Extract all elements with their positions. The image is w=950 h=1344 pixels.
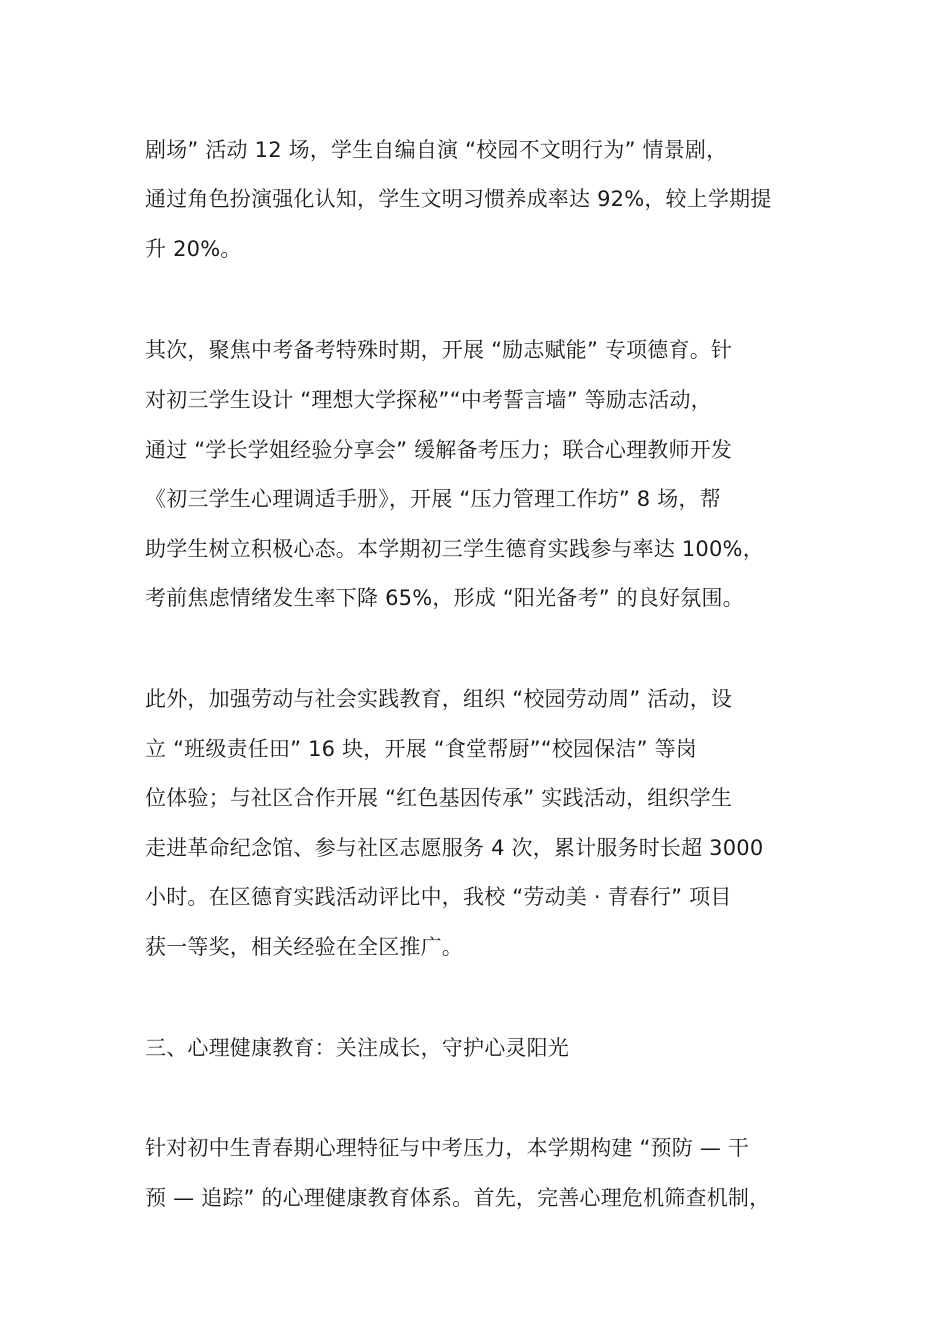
paragraph-2-line-6: 考前焦虑情绪发生率下降 65%，形成 “阳光备考” 的良好氛围。: [145, 586, 744, 610]
paragraph-3-line-3: 位体验；与社区合作开展 “红色基因传承” 实践活动，组织学生: [145, 786, 733, 810]
paragraph-2-line-2: 对初三学生设计 “理想大学探秘”“中考誓言墙” 等励志活动，: [145, 388, 712, 412]
section-heading: 三、心理健康教育：关注成长，守护心灵阳光: [145, 1036, 569, 1060]
paragraph-2-line-5: 助学生树立积极心态。本学期初三学生德育实践参与率达 100%，: [145, 537, 764, 561]
paragraph-4-line-2: 预 — 追踪” 的心理健康教育体系。首先，完善心理危机筛查机制，: [145, 1186, 771, 1210]
paragraph-2-line-1: 其次，聚焦中考备考特殊时期，开展 “励志赋能” 专项德育。针: [145, 338, 733, 362]
paragraph-2-line-3: 通过 “学长学姐经验分享会” 缓解备考压力；联合心理教师开发: [145, 438, 733, 462]
paragraph-3-line-6: 获一等奖，相关经验在全区推广。: [145, 935, 463, 959]
paragraph-1-line-2: 通过角色扮演强化认知，学生文明习惯养成率达 92%，较上学期提: [145, 187, 772, 211]
paragraph-4-line-1: 针对初中生青春期心理特征与中考压力，本学期构建 “预防 — 干: [145, 1136, 750, 1160]
paragraph-1-line-3: 升 20%。: [145, 237, 242, 261]
paragraph-3-line-5: 小时。在区德育实践活动评比中，我校 “劳动美 · 青春行” 项目: [145, 885, 732, 909]
paragraph-3-line-1: 此外，加强劳动与社会实践教育，组织 “校园劳动周” 活动，设: [145, 687, 733, 711]
paragraph-3-line-2: 立 “班级责任田” 16 块，开展 “食堂帮厨”“校园保洁” 等岗: [145, 737, 697, 761]
paragraph-2-line-4: 《初三学生心理调适手册》，开展 “压力管理工作坊” 8 场，帮: [145, 487, 721, 511]
paragraph-3-line-4: 走进革命纪念馆、参与社区志愿服务 4 次，累计服务时长超 3000: [145, 836, 764, 860]
paragraph-1-line-1: 剧场” 活动 12 场，学生自编自演 “校园不文明行为” 情景剧，: [145, 138, 728, 162]
